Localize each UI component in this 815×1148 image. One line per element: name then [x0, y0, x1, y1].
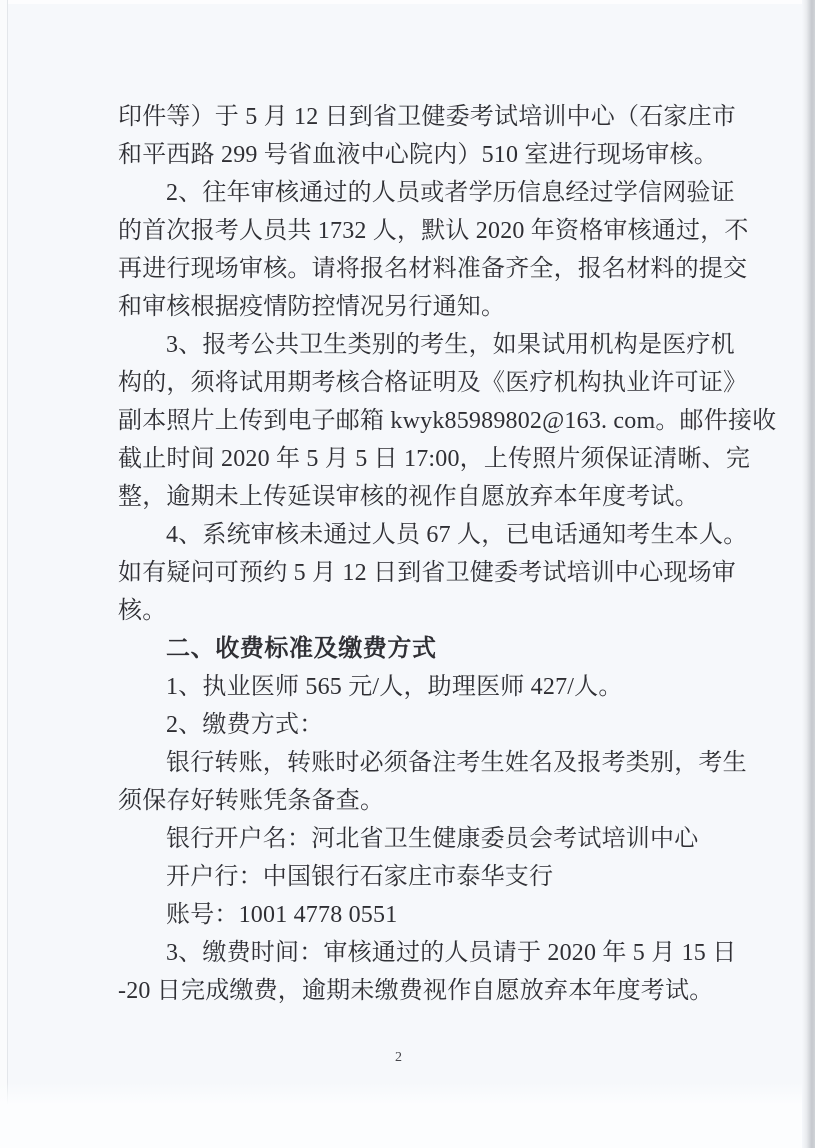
text-line: 构的，须将试用期考核合格证明及《医疗机构执业许可证》: [118, 370, 748, 396]
text-line: 印件等）于 5 月 12 日到省卫健委考试培训中心（石家庄市: [118, 104, 736, 130]
text-line: 再进行现场审核。请将报名材料准备齐全，报名材料的提交: [118, 256, 748, 282]
text-line: 银行开户名：河北省卫生健康委员会考试培训中心: [166, 826, 699, 852]
text-line: 核。: [118, 598, 167, 624]
text-line: 截止时间 2020 年 5 月 5 日 17:00，上传照片须保证清晰、完: [118, 446, 751, 472]
text-line: 整，逾期未上传延误审核的视作自愿放弃本年度考试。: [118, 484, 699, 510]
page-number: 2: [395, 1050, 402, 1065]
text-line: -20 日完成缴费，逾期未缴费视作自愿放弃本年度考试。: [118, 978, 714, 1004]
text-line: 2、缴费方式：: [166, 712, 324, 738]
text-line: 1、执业医师 565 元/人，助理医师 427/人。: [166, 674, 623, 700]
text-line: 如有疑问可预约 5 月 12 日到省卫健委考试培训中心现场审: [118, 560, 736, 586]
text-line: 和平西路 299 号省血液中心院内）510 室进行现场审核。: [118, 142, 718, 168]
text-line: 3、缴费时间：审核通过的人员请于 2020 年 5 月 15 日: [166, 940, 737, 966]
text-line: 账号：1001 4778 0551: [166, 902, 398, 928]
scan-top-edge: [0, 0, 815, 4]
scan-left-edge: [0, 0, 8, 1148]
document-content: [118, 98, 777, 1010]
section-heading: 二、收费标准及缴费方式: [166, 636, 437, 662]
text-line: 须保存好转账凭条备查。: [118, 788, 385, 814]
text-line: 副本照片上传到电子邮箱 kwyk85989802@163. com。邮件接收: [118, 408, 777, 434]
text-line: 和审核根据疫情防控情况另行通知。: [118, 294, 506, 320]
text-line: 银行转账，转账时必须备注考生姓名及报考类别，考生: [166, 750, 747, 776]
scan-bottom-edge: [0, 1082, 802, 1148]
scan-right-edge-shadow: [802, 0, 815, 1148]
text-line: 4、系统审核未通过人员 67 人，已电话通知考生本人。: [166, 522, 748, 548]
text-line: 3、报考公共卫生类别的考生，如果试用机构是医疗机: [166, 332, 735, 358]
text-line: 2、往年审核通过的人员或者学历信息经过学信网验证: [166, 180, 735, 206]
text-line: 的首次报考人员共 1732 人，默认 2020 年资格审核通过，不: [118, 218, 749, 244]
text-line: 开户行：中国银行石家庄市泰华支行: [166, 864, 554, 890]
